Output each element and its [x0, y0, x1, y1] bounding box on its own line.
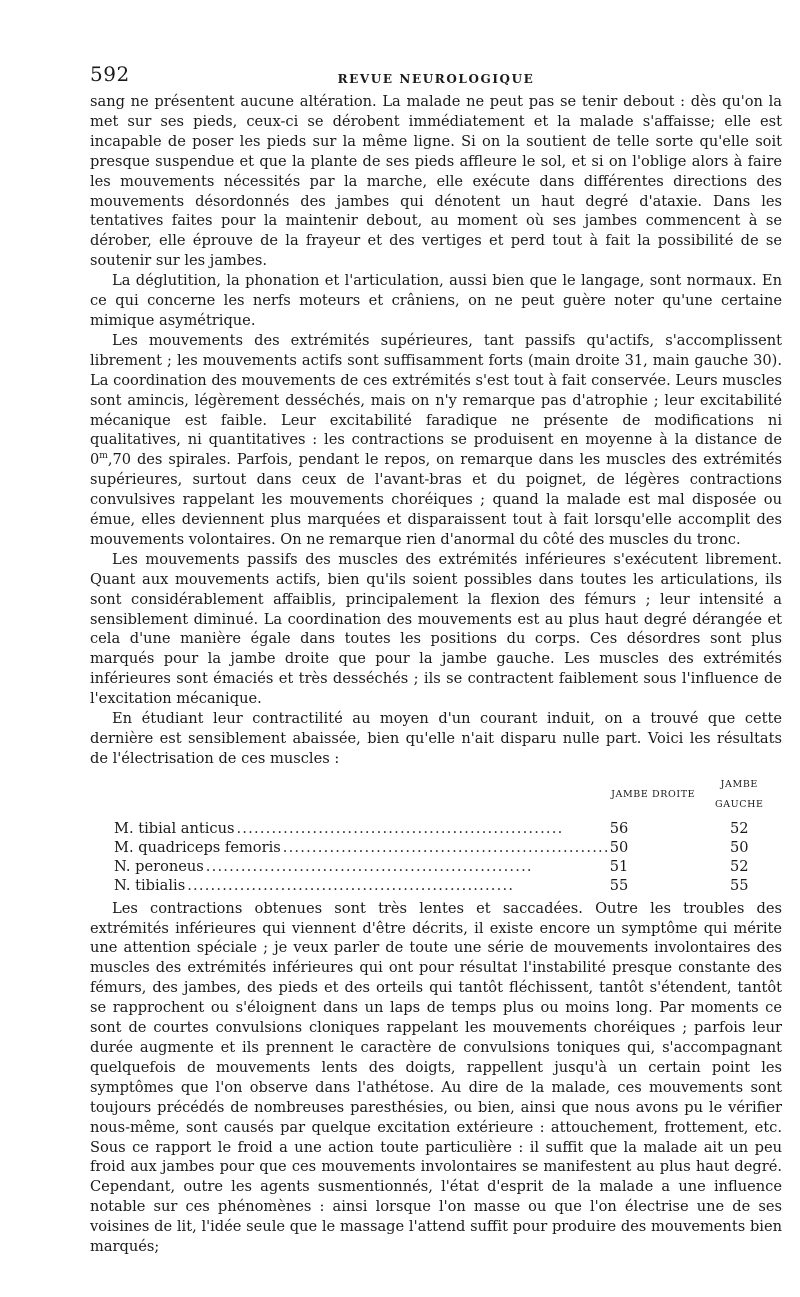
table-cell-right: 56 — [609, 819, 629, 837]
table-cell-muscle — [114, 838, 610, 857]
table-header-jambe-droite: JAMBE DROITE — [611, 788, 696, 800]
leader-dots: ........................................................ — [282, 838, 610, 856]
paragraph-2: La déglutition, la phonation et l'articulation, aussi bien que le langage, sont normaux. En ce qui concerne les nerfs moteurs et crâniens, on ne peut guère noter qu'une certaine mimique asymétrique. — [90, 272, 782, 329]
table-cell-muscle — [114, 876, 610, 895]
table-cell-muscle — [114, 819, 610, 838]
leader-dots: ........................................................ — [236, 819, 564, 837]
table-cell-muscle — [114, 857, 610, 876]
table-cell-left: 52 — [730, 857, 749, 875]
table-cell-left: 52 — [730, 819, 749, 837]
muscle-name: M. quadriceps femoris — [114, 838, 281, 856]
leader-dots: ........................................................ — [205, 857, 533, 875]
paragraph-3-part-b: ,70 des spirales. Parfois, pendant le repos, on remarque dans les muscles des extrémités supérieures, surtout dans ceux de l'avant-bras et du poignet, de légères contractions convulsives rappelant les mouvements choréiques ; quand la malade est mal disposée ou émue, elles deviennent plus marquées et disparaissent tout à fait lorsqu'elle accomplit des mouvements volontaires. On ne remarque rien d'anormal du côté des muscles du tronc. — [90, 451, 782, 548]
page-header — [90, 58, 782, 92]
muscle-name: N. peroneus — [114, 857, 204, 875]
table-header-jambe-gauche: JAMBE GAUCHE — [715, 778, 764, 810]
table-cell-right: 50 — [609, 838, 629, 856]
table-row — [114, 857, 782, 876]
table-cell-right: 51 — [609, 857, 629, 875]
table-cell-right: 55 — [609, 876, 629, 894]
running-title: REVUE NEUROLOGIQUE — [337, 72, 535, 86]
paragraph-3-superscript: m — [99, 451, 108, 462]
paragraph-6: Les contractions obtenues sont très lentes et saccadées. Outre les troubles des extrémités inférieures qui viennent d'être décrits, il existe encore un symptôme qui mérite une attention spéciale ; je veux parler de toute une série de mouvements involontaires des muscles des extrémités inférieures qui ont pour résultat l'instabilité presque constante des fémurs, des jambes, des pieds et des orteils qui tantôt fléchissent, tantôt s'étendent, tantôt se rapprochent ou s'éloignent dans un laps de temps plus ou moins long. Par moments ce sont de courtes convulsions cloniques rappelant les mouvements choréiques ; parfois leur durée augmente et ils prennent le caractère de convulsions toniques qui, s'accompagnant quelquefois de mouvements lents des doigts, rappellent jusqu'à un certain point les symptômes que l'on observe dans l'athétose. Au dire de la malade, ces mouvements sont toujours précédés de nombreuses paresthésies, ou bien, ainsi que nous avons pu le vérifier nous-même, sont causés par quelque excitation extérieure : attouchement, frottement, etc. Sous ce rapport le froid a une action toute particulière : il suffit que la malade ait un peu froid aux jambes pour que ces mouvements involontaires se manifestent au plus haut degré. Cependant, outre les agents susmentionnés, l'état d'esprit de la malade a une influence notable sur ces phénomènes : ainsi lorsque l'on masse ou que l'on électrise une de ses voisines de lit, l'idée seule que le massage l'attend suffit pour produire des mouvements bien marqués; — [90, 899, 782, 1256]
muscle-name: M. tibial anticus — [114, 819, 235, 837]
table-row — [114, 819, 782, 838]
page-number: 592 — [90, 62, 130, 86]
electrisation-table — [114, 775, 782, 895]
paragraph-3-part-a: Les mouvements des extrémités supérieures, tant passifs qu'actifs, s'accomplissent librement ; les mouvements actifs sont suffisamment forts (main droite 31, main gauche 30). La coordination des mouvements de ces extrémités s'est tout à fait conservée. Leurs muscles sont amincis, légèrement desséchés, mais on n'y remarque pas d'atrophie ; leur excitabilité mécanique est faible. Leur excitabilité faradique ne présente de modifications ni qualitatives, ni quantitatives : les contractions se produisent en moyenne à la distance de 0 — [90, 331, 782, 469]
page — [90, 58, 782, 1257]
table-header-row — [114, 775, 782, 819]
table-cell-left: 55 — [730, 876, 749, 894]
table-cell-left: 50 — [730, 838, 749, 856]
table-row — [114, 876, 782, 895]
paragraph-4: Les mouvements passifs des muscles des extrémités inférieures s'exécutent librement. Quant aux mouvements actifs, bien qu'ils soient possibles dans toutes les articulations, ils sont considérablement affaiblis, principalement la flexion des fémurs ; leur intensité a sensiblement diminué. La coordination des mouvements est au plus haut degré dérangée et cela d'une manière égale dans toutes les positions du corps. Ces désordres sont plus marqués pour la jambe droite que pour la jambe gauche. Les muscles des extrémités inférieures sont émaciés et très desséchés ; ils se contractent faiblement sous l'influence de l'excitation mécanique. — [90, 550, 782, 708]
paragraph-5: En étudiant leur contractilité au moyen d'un courant induit, on a trouvé que cette dernière est sensiblement abaissée, bien qu'elle n'ait disparu nulle part. Voici les résultats de l'électrisation de ces muscles : — [90, 710, 782, 767]
table-row — [114, 838, 782, 857]
paragraph-1: sang ne présentent aucune altération. La malade ne peut pas se tenir debout : dès qu'on la met sur ses pieds, ceux-ci se dérobent immédiatement et la malade s'affaisse; elle est incapable de poser les pieds sur la même ligne. Si on la soutient de telle sorte qu'elle soit presque suspendue et que la plante de ses pieds affleure le sol, et si on l'oblige alors à faire les mouvements nécessités par la marche, elle exécute dans différentes directions des mouvements désordonnés des jambes qui dénotent un haut degré d'ataxie. Dans les tentatives faites pour la maintenir debout, au moment où ses jambes commencent à se dérober, elle éprouve de la frayeur et des vertiges et perd tout à fait la possibilité de se soutenir sur les jambes. — [90, 93, 782, 270]
paragraph-3 — [90, 331, 782, 550]
leader-dots: ........................................................ — [187, 876, 515, 894]
article-body — [90, 92, 782, 1257]
table-header-muscle — [114, 775, 610, 819]
muscle-name: N. tibialis — [114, 876, 186, 894]
